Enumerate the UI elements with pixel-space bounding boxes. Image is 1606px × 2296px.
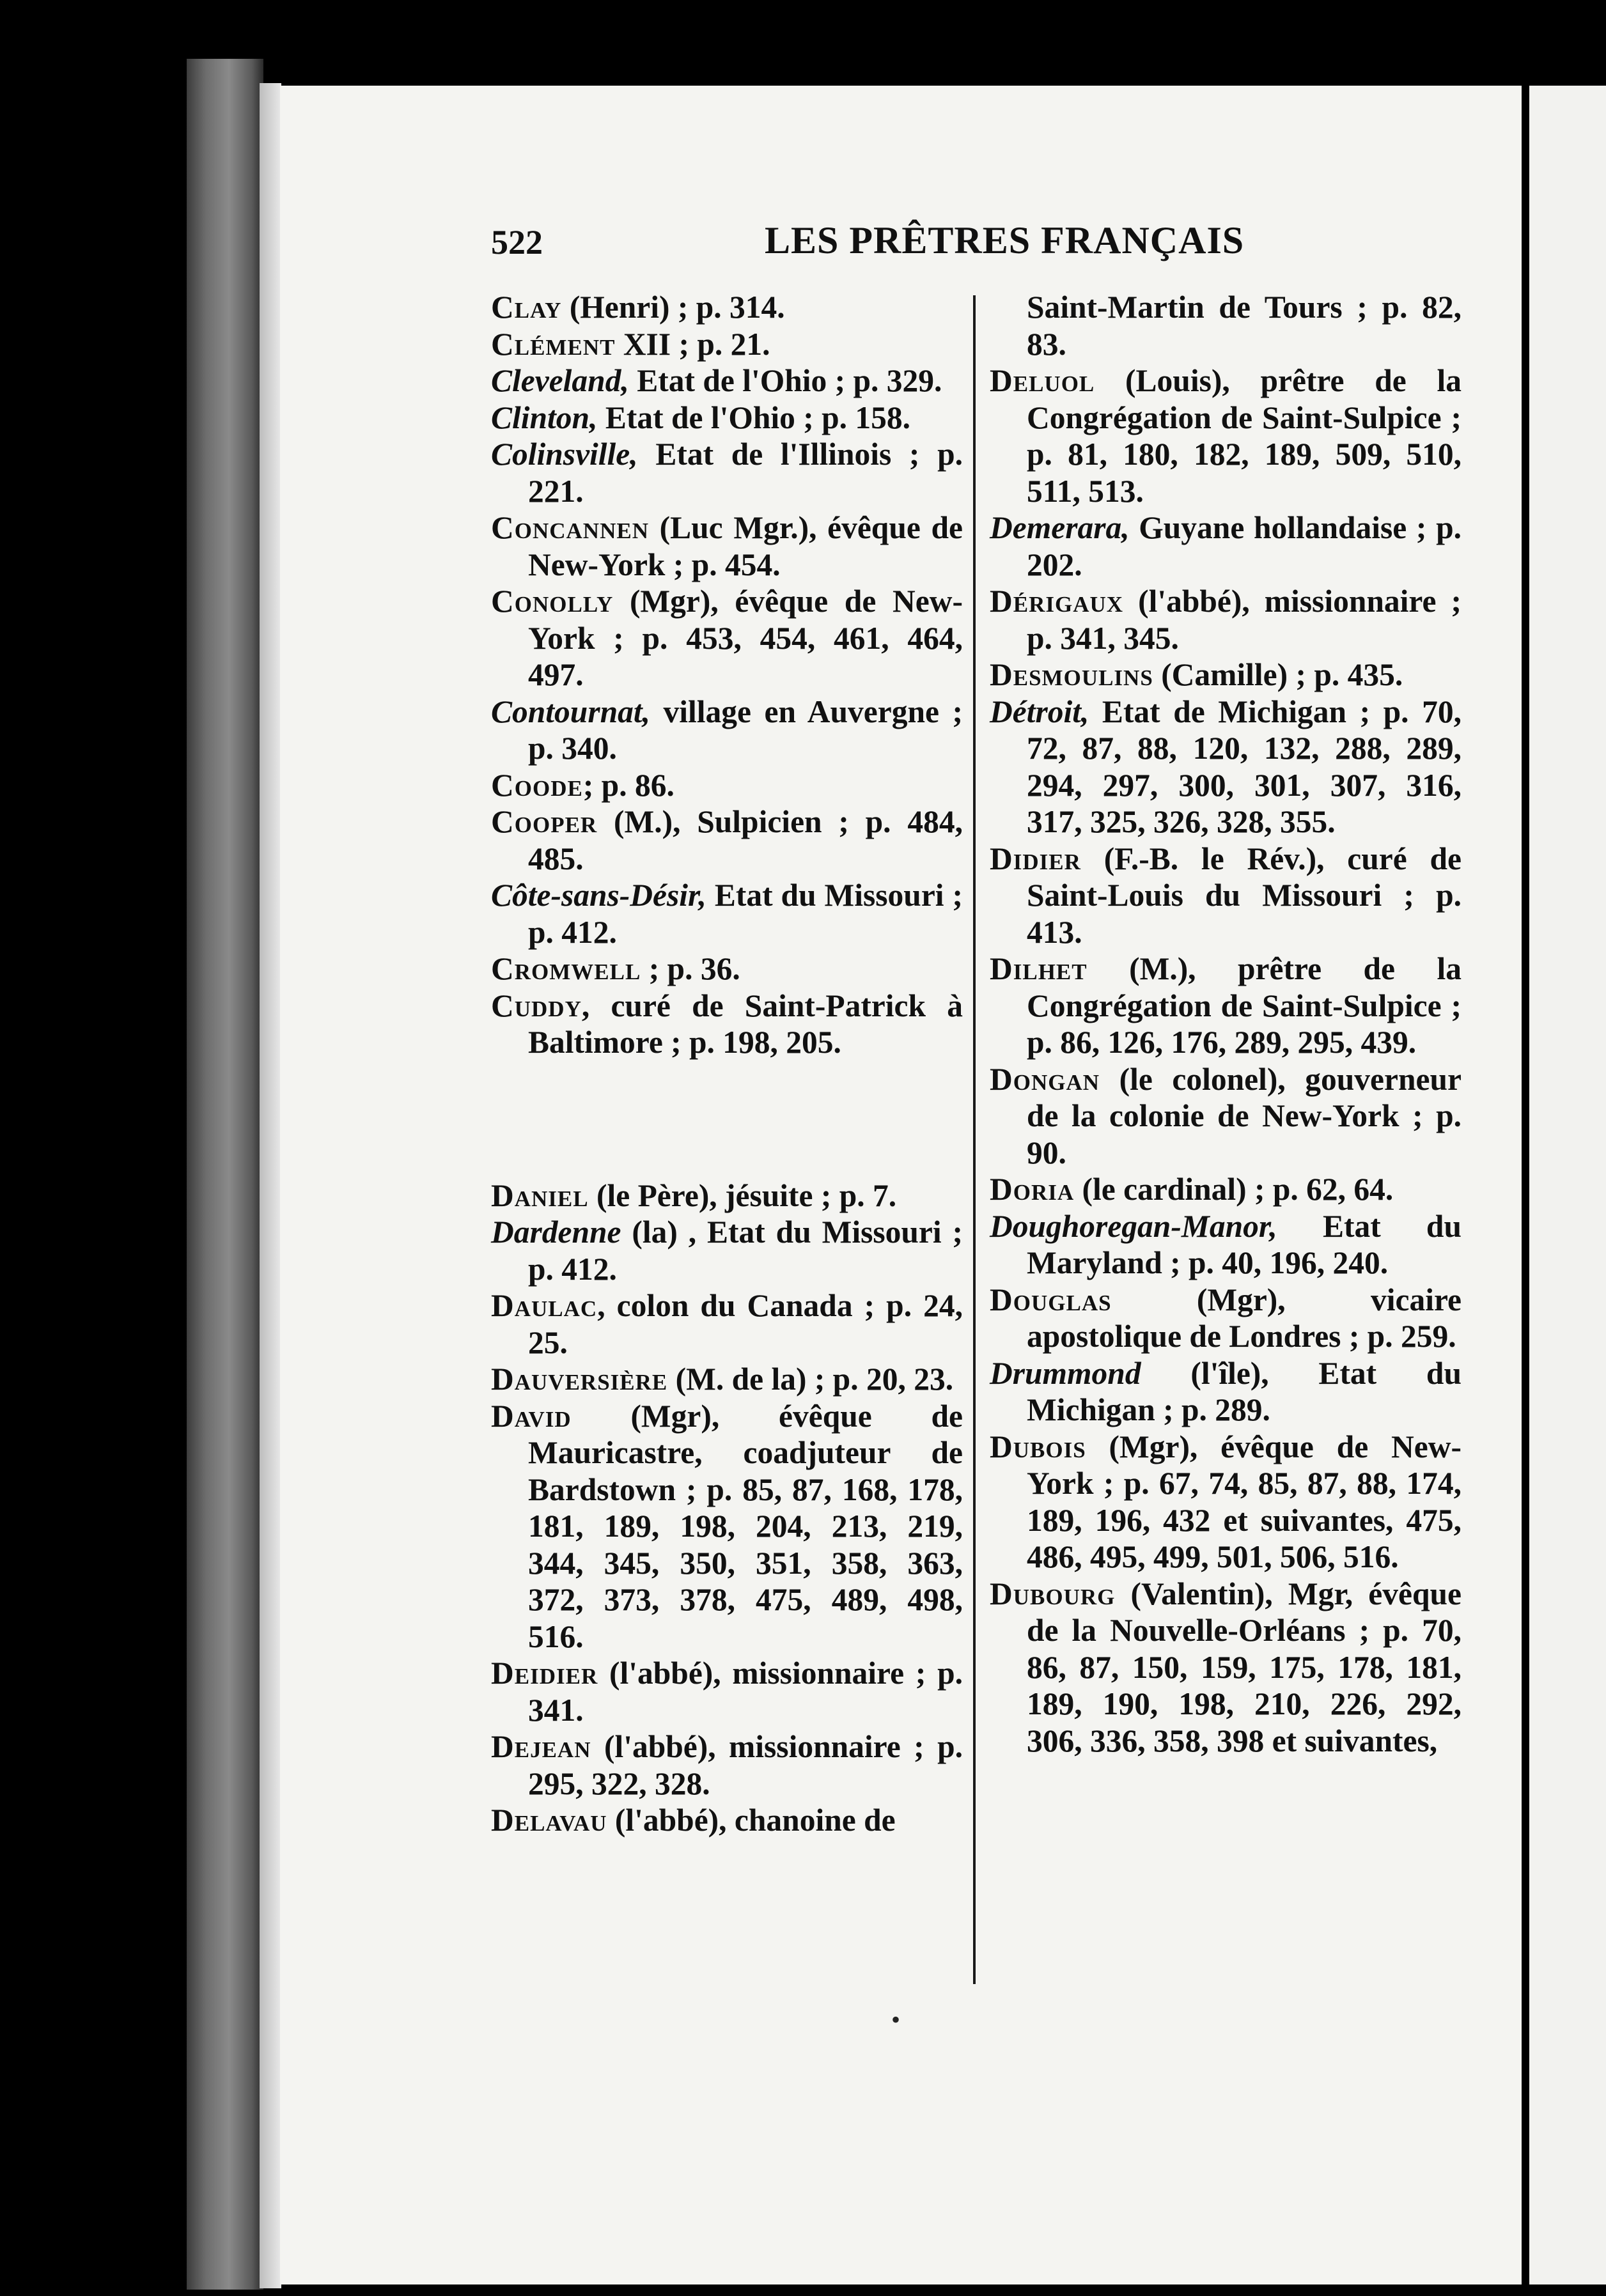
index-entry-headword: Deidier: [491, 1656, 598, 1691]
index-entry-headword: Cooper: [491, 804, 598, 839]
index-entry-headword: Conolly: [491, 584, 614, 619]
index-entry-headword: Deluol: [990, 363, 1095, 398]
index-entry: [491, 1728, 963, 1802]
index-entry-references: , curé de Saint-Patrick à Baltimore ; p. 198, 205.: [528, 988, 963, 1060]
index-entry-references: , colon du Canada ; p. 24, 25.: [528, 1288, 963, 1360]
index-entry-headword: Cleveland,: [491, 363, 629, 398]
index-entry-references: Etat du Maryland ; p. 40, 196, 240.: [1027, 1208, 1462, 1280]
index-entry-headword: Delavau: [491, 1803, 607, 1838]
running-title: LES PRÊTRES FRANÇAIS: [765, 219, 1245, 261]
index-entry-references: (l'abbé), missionnaire ; p. 295, 322, 328.: [528, 1729, 963, 1801]
ink-speck: •: [891, 2005, 901, 2034]
index-entry: [491, 988, 963, 1061]
index-entry-headword: Daniel: [491, 1177, 589, 1213]
index-entry-headword: Cromwell: [491, 951, 641, 986]
index-entry-references: (le colonel), gouverneur de la colonie de New-York ; p. 90.: [1027, 1061, 1462, 1170]
index-entry-references: (Mgr), vicaire apostolique de Londres ; p. 259.: [1027, 1282, 1462, 1354]
index-entry: [990, 289, 1462, 362]
index-entry: [990, 1576, 1462, 1760]
index-entry: [491, 289, 963, 326]
index-entry-references: ; p. 86.: [582, 767, 674, 803]
index-entry: [491, 694, 963, 767]
page-stack-edge: [260, 83, 281, 2288]
index-entry-headword: Dilhet: [990, 951, 1088, 986]
index-entry-references: (Mgr), évêque de New-York ; p. 453, 454, 461, 464, 497.: [528, 584, 963, 692]
index-entry-references: (M.), prêtre de la Congrégation de Saint-Sulpice ; p. 86, 126, 176, 289, 295, 439.: [1027, 951, 1462, 1060]
index-entry: [990, 583, 1462, 656]
index-entry-headword: Demerara,: [990, 510, 1130, 545]
index-entry-references: (Louis), prêtre de la Congrégation de Saint-Sulpice ; p. 81, 180, 182, 189, 509, 510, 511, 513.: [1027, 363, 1462, 509]
index-entry-references: (Mgr), évêque de Mauricastre, coadjuteur de Bardstown ; p. 85, 87, 168, 178, 181, 189, 198, 204, 213, 219, 344, 345, 350, 351, 358, 363, 372, 373, 378, 475, 489, 498, 516.: [528, 1398, 963, 1654]
index-entry: [491, 1177, 963, 1214]
index-entry: [990, 1061, 1462, 1172]
page-number: 522: [491, 223, 543, 261]
index-entry: [990, 1208, 1462, 1282]
facing-page-edge: [1529, 86, 1606, 2284]
index-entry-headword: Concannen: [491, 510, 649, 545]
index-entry: [491, 1287, 963, 1361]
index-entry-headword: Cuddy: [491, 988, 582, 1023]
index-entry-headword: Côte-sans-Désir,: [491, 878, 706, 913]
index-entry-headword: Clinton,: [491, 399, 598, 435]
index-entry-headword: Douglas: [990, 1282, 1112, 1317]
index-entry-headword: Dardenne: [491, 1214, 621, 1250]
index-entry: [491, 767, 963, 804]
index-entry: [491, 1398, 963, 1656]
index-entry: [491, 1802, 963, 1839]
index-entry-references: Etat de l'Illinois ; p. 221.: [528, 437, 963, 509]
index-entry-headword: Didier: [990, 841, 1081, 876]
index-column-right: [990, 289, 1462, 1759]
index-entry-references: village en Auvergne ; p. 340.: [528, 694, 963, 766]
index-entry: [491, 399, 963, 437]
index-entry-references: Guyane hollandaise ; p. 202.: [1027, 510, 1462, 582]
book-spine-edge: [187, 59, 263, 2290]
index-entry-references: Etat du Missouri ; p. 412.: [528, 878, 963, 950]
index-entry-references: (la) , Etat du Missouri ; p. 412.: [528, 1214, 963, 1287]
index-entry-headword: Colinsville,: [491, 437, 638, 472]
index-entry-headword: David: [491, 1398, 572, 1434]
index-entry-references: (Mgr), évêque de New-York ; p. 67, 74, 85, 87, 88, 174, 189, 196, 432 et suivantes, 475, 486, 495, 499, 501, 506, 516.: [1027, 1429, 1462, 1574]
index-entry-references: (l'abbé), missionnaire ; p. 341.: [528, 1656, 963, 1728]
index-entry: [990, 950, 1462, 1061]
index-entry-references: Etat de Michigan ; p. 70, 72, 87, 88, 120, 132, 288, 289, 294, 297, 300, 301, 307, 316, 317, 325, 326, 328, 355.: [1027, 694, 1462, 839]
index-entry-headword: Dérigaux: [990, 584, 1124, 619]
index-entry: [990, 656, 1462, 694]
index-entry-references: (l'abbé), missionnaire ; p. 341, 345.: [1027, 584, 1462, 656]
index-entry: [990, 362, 1462, 509]
index-entry-references: (Camille) ; p. 435.: [1153, 657, 1403, 692]
column-divider: [973, 295, 976, 1984]
index-entry-references: (l'abbé), chanoine de: [607, 1803, 896, 1838]
index-entry-headword: Détroit,: [990, 694, 1089, 729]
index-entry-references: (Henri) ; p. 314.: [561, 290, 785, 325]
index-entry: [990, 1282, 1462, 1355]
index-entry-references: (le Père), jésuite ; p. 7.: [588, 1177, 897, 1213]
index-entry: [491, 362, 963, 399]
index-entry-references: (M.), Sulpicien ; p. 484, 485.: [528, 804, 963, 876]
index-entry-headword: Clay: [491, 290, 562, 325]
index-entry-references: Etat de l'Ohio ; p. 158.: [597, 399, 911, 435]
index-entry: [990, 509, 1462, 583]
index-entry-headword: Dejean: [491, 1729, 591, 1764]
index-entry: [491, 583, 963, 694]
index-entry-headword: Dubois: [990, 1429, 1086, 1464]
index-entry: [491, 436, 963, 509]
index-entry: [491, 1655, 963, 1728]
index-entry: [491, 326, 963, 363]
index-entry-headword: Doria: [990, 1172, 1075, 1207]
index-entry-headword: Desmoulins: [990, 657, 1153, 692]
index-entry-headword: Dauversière: [491, 1361, 668, 1397]
index-entry: [990, 1429, 1462, 1576]
index-entry-headword: Dubourg: [990, 1576, 1116, 1611]
index-entry-references: Saint-Martin de Tours ; p. 82, 83.: [1027, 290, 1462, 362]
index-entry-references: XII ; p. 21.: [615, 326, 770, 362]
index-entry-references: (F.-B. le Rév.), curé de Saint-Louis du Missouri ; p. 413.: [1027, 841, 1462, 950]
index-entry: [491, 803, 963, 877]
index-entry-references: (M. de la) ; p. 20, 23.: [667, 1361, 954, 1397]
index-column-left: [491, 289, 963, 1839]
index-entry-headword: Contournat,: [491, 694, 650, 729]
index-entry: [491, 877, 963, 950]
index-entry-references: ; p. 36.: [641, 951, 740, 986]
index-entry: [990, 1355, 1462, 1429]
index-entry-headword: Doughoregan-Manor,: [990, 1208, 1277, 1244]
index-entry-references: (l'île), Etat du Michigan ; p. 289.: [1027, 1355, 1462, 1427]
index-entry-references: (Luc Mgr.), évêque de New-York ; p. 454.: [528, 510, 963, 582]
index-entry-references: (Valentin), Mgr, évêque de la Nouvelle-Orléans ; p. 70, 86, 87, 150, 159, 175, 178, 181, 189, 190, 198, 210, 226, 292, 306, 336, 358, 398 et suivantes,: [1027, 1576, 1462, 1758]
index-entry-references: Etat de l'Ohio ; p. 329.: [628, 363, 942, 398]
index-entry-headword: Dongan: [990, 1061, 1100, 1097]
index-entry: [491, 950, 963, 988]
index-entry-headword: Drummond: [990, 1355, 1141, 1391]
index-entry: [491, 509, 963, 583]
index-entry-headword: Daulac: [491, 1288, 598, 1323]
index-entry-references: (le cardinal) ; p. 62, 64.: [1074, 1172, 1394, 1207]
index-entry: [990, 841, 1462, 951]
index-entry: [990, 694, 1462, 841]
index-entry-headword: Coode: [491, 767, 583, 803]
index-entry: [491, 1214, 963, 1287]
index-entry: [491, 1361, 963, 1398]
index-entry-headword: Clément: [491, 326, 616, 362]
index-entry: [990, 1171, 1462, 1208]
